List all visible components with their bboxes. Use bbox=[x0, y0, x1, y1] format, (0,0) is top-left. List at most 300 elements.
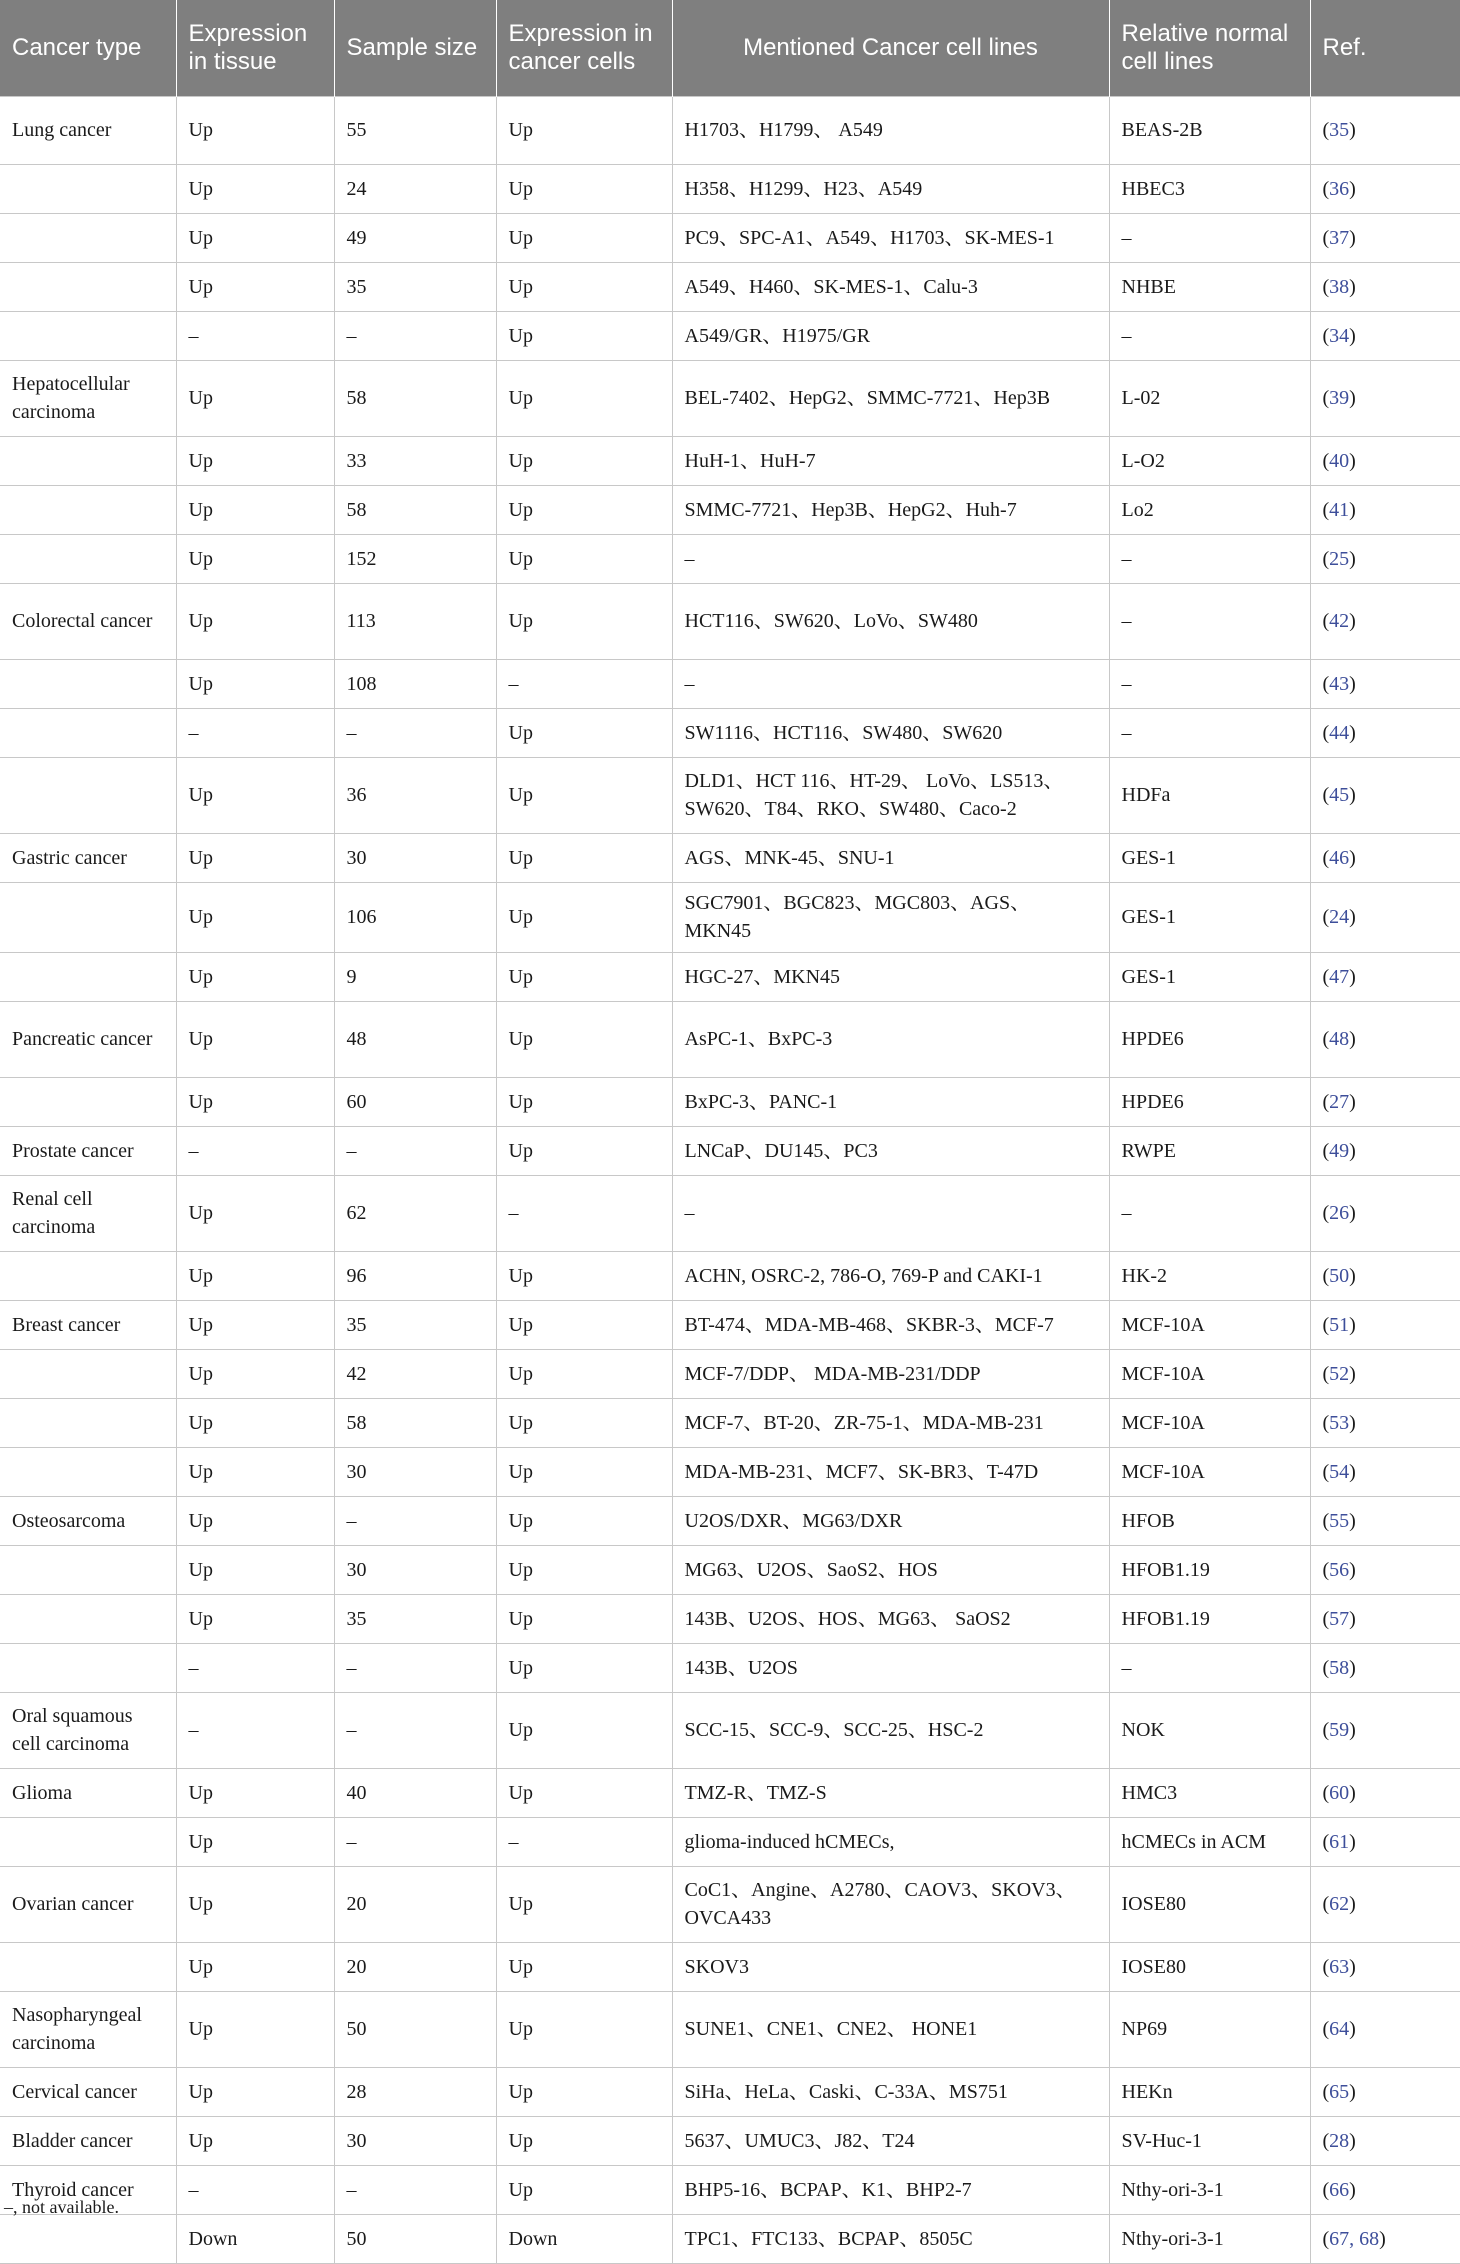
ref-link[interactable]: 24 bbox=[1329, 906, 1350, 928]
cell-lines-cell: 5637、UMUC3、J82、T24 bbox=[672, 2117, 1109, 2166]
cell-lines-cell: 143B、U2OS、HOS、MG63、 SaOS2 bbox=[672, 1595, 1109, 1644]
sample-size-cell: 36 bbox=[334, 758, 496, 834]
cell-expression-cell: Up bbox=[496, 953, 672, 1002]
cell-expression-cell: Up bbox=[496, 1546, 672, 1595]
ref-cell: (48) bbox=[1310, 1002, 1460, 1078]
normal-cell-lines-cell: HK-2 bbox=[1109, 1252, 1310, 1301]
cell-lines-cell: BT-474、MDA-MB-468、SKBR-3、MCF-7 bbox=[672, 1301, 1109, 1350]
cancer-type-cell: Oral squamous cell carcinoma bbox=[0, 1693, 176, 1769]
cancer-type-cell bbox=[0, 2215, 176, 2264]
normal-cell-lines-cell: HFOB1.19 bbox=[1109, 1546, 1310, 1595]
tissue-expression-cell: Up bbox=[176, 758, 334, 834]
cell-lines-cell: SGC7901、BGC823、MGC803、AGS、MKN45 bbox=[672, 883, 1109, 953]
sample-size-cell: – bbox=[334, 312, 496, 361]
sample-size-cell: 113 bbox=[334, 584, 496, 660]
cancer-type-cell bbox=[0, 1078, 176, 1127]
sample-size-cell: 35 bbox=[334, 1301, 496, 1350]
cell-expression-cell: Up bbox=[496, 584, 672, 660]
ref-cell: (24) bbox=[1310, 883, 1460, 953]
ref-cell: (66) bbox=[1310, 2166, 1460, 2215]
ref-link[interactable]: 59 bbox=[1329, 1719, 1350, 1741]
sample-size-cell: 96 bbox=[334, 1252, 496, 1301]
normal-cell-lines-cell: HMC3 bbox=[1109, 1769, 1310, 1818]
tissue-expression-cell: Up bbox=[176, 1546, 334, 1595]
cancer-type-cell bbox=[0, 1252, 176, 1301]
ref-link[interactable]: 36 bbox=[1329, 177, 1350, 200]
normal-cell-lines-cell: RWPE bbox=[1109, 1127, 1310, 1176]
table-row bbox=[0, 1252, 1460, 1301]
cell-lines-cell: SMMC-7721、Hep3B、HepG2、Huh-7 bbox=[672, 486, 1109, 535]
cell-lines-cell: U2OS/DXR、MG63/DXR bbox=[672, 1497, 1109, 1546]
ref-link[interactable]: 37 bbox=[1329, 226, 1350, 249]
ref-link[interactable]: 26 bbox=[1329, 1202, 1350, 1224]
cancer-type-cell: Renal cell carcinoma bbox=[0, 1176, 176, 1252]
tissue-expression-cell: Down bbox=[176, 2215, 334, 2264]
table-row bbox=[0, 953, 1460, 1002]
table-row bbox=[0, 1595, 1460, 1644]
normal-cell-lines-cell: HBEC3 bbox=[1109, 165, 1310, 214]
tissue-expression-cell: Up bbox=[176, 2068, 334, 2117]
cell-expression-cell: Up bbox=[496, 883, 672, 953]
cell-lines-cell: SW1116、HCT116、SW480、SW620 bbox=[672, 709, 1109, 758]
normal-cell-lines-cell: – bbox=[1109, 584, 1310, 660]
sample-size-cell: 35 bbox=[334, 263, 496, 312]
ref-link[interactable]: 52 bbox=[1329, 1362, 1350, 1385]
sample-size-cell: 20 bbox=[334, 1867, 496, 1943]
ref-cell: (36) bbox=[1310, 165, 1460, 214]
cell-expression-cell: Up bbox=[496, 437, 672, 486]
sample-size-cell: – bbox=[334, 1644, 496, 1693]
ref-link[interactable]: 41 bbox=[1329, 498, 1350, 521]
ref-cell: (25) bbox=[1310, 535, 1460, 584]
table-row bbox=[0, 361, 1460, 437]
sample-size-cell: 106 bbox=[334, 883, 496, 953]
tissue-expression-cell: Up bbox=[176, 1818, 334, 1867]
ref-cell: (44) bbox=[1310, 709, 1460, 758]
sample-size-cell: 33 bbox=[334, 437, 496, 486]
ref-link[interactable]: 42 bbox=[1329, 610, 1350, 632]
table-row bbox=[0, 1497, 1460, 1546]
ref-cell: (56) bbox=[1310, 1546, 1460, 1595]
ref-link[interactable]: 63 bbox=[1329, 1955, 1350, 1978]
ref-cell: (55) bbox=[1310, 1497, 1460, 1546]
ref-cell: (64) bbox=[1310, 1992, 1460, 2068]
ref-link[interactable]: 48 bbox=[1329, 1028, 1350, 1050]
ref-cell: (52) bbox=[1310, 1350, 1460, 1399]
cell-expression-cell: Up bbox=[496, 1078, 672, 1127]
cell-expression-cell: Up bbox=[496, 214, 672, 263]
tissue-expression-cell: Up bbox=[176, 1769, 334, 1818]
ref-cell: (61) bbox=[1310, 1818, 1460, 1867]
cell-lines-cell: SKOV3 bbox=[672, 1943, 1109, 1992]
ref-cell: (40) bbox=[1310, 437, 1460, 486]
ref-link[interactable]: 66 bbox=[1329, 2178, 1350, 2201]
header-expression-in-tissue: Expression in tissue bbox=[176, 0, 334, 97]
table-row bbox=[0, 709, 1460, 758]
tissue-expression-cell: Up bbox=[176, 1497, 334, 1546]
cell-lines-cell: A549/GR、H1975/GR bbox=[672, 312, 1109, 361]
normal-cell-lines-cell: – bbox=[1109, 535, 1310, 584]
cell-expression-cell: – bbox=[496, 1176, 672, 1252]
sample-size-cell: 9 bbox=[334, 953, 496, 1002]
tissue-expression-cell: – bbox=[176, 312, 334, 361]
ref-cell: (47) bbox=[1310, 953, 1460, 1002]
sample-size-cell: 28 bbox=[334, 2068, 496, 2117]
normal-cell-lines-cell: IOSE80 bbox=[1109, 1867, 1310, 1943]
normal-cell-lines-cell: HPDE6 bbox=[1109, 1078, 1310, 1127]
cancer-type-cell bbox=[0, 1595, 176, 1644]
cancer-type-cell bbox=[0, 1818, 176, 1867]
cell-expression-cell: Up bbox=[496, 1497, 672, 1546]
tissue-expression-cell: Up bbox=[176, 883, 334, 953]
ref-link[interactable]: 40 bbox=[1329, 449, 1350, 472]
sample-size-cell: 35 bbox=[334, 1595, 496, 1644]
tissue-expression-cell: Up bbox=[176, 486, 334, 535]
tissue-expression-cell: Up bbox=[176, 1350, 334, 1399]
normal-cell-lines-cell: – bbox=[1109, 1176, 1310, 1252]
cell-lines-cell: DLD1、HCT 116、HT-29、 LoVo、LS513、SW620、T84、RKO、SW480、Caco-2 bbox=[672, 758, 1109, 834]
ref-link[interactable]: 46 bbox=[1329, 846, 1350, 869]
tissue-expression-cell: Up bbox=[176, 1078, 334, 1127]
table-row bbox=[0, 1769, 1460, 1818]
cancer-type-cell: Hepatocellular carcinoma bbox=[0, 361, 176, 437]
tissue-expression-cell: Up bbox=[176, 97, 334, 165]
normal-cell-lines-cell: NHBE bbox=[1109, 263, 1310, 312]
cancer-type-cell bbox=[0, 437, 176, 486]
cell-lines-cell: MCF-7/DDP、 MDA-MB-231/DDP bbox=[672, 1350, 1109, 1399]
cell-lines-cell: MG63、U2OS、SaoS2、HOS bbox=[672, 1546, 1109, 1595]
ref-link[interactable]: 61 bbox=[1329, 1830, 1350, 1853]
cancer-type-cell: Gastric cancer bbox=[0, 834, 176, 883]
cell-expression-cell: Up bbox=[496, 535, 672, 584]
ref-link[interactable]: 35 bbox=[1329, 119, 1350, 141]
ref-cell: (60) bbox=[1310, 1769, 1460, 1818]
cell-expression-cell: Up bbox=[496, 1002, 672, 1078]
sample-size-cell: 50 bbox=[334, 2215, 496, 2264]
table-row bbox=[0, 2215, 1460, 2264]
tissue-expression-cell: Up bbox=[176, 1399, 334, 1448]
ref-link[interactable]: 47 bbox=[1329, 965, 1350, 988]
cancer-type-cell bbox=[0, 883, 176, 953]
ref-link[interactable]: 27 bbox=[1329, 1090, 1350, 1113]
cancer-type-cell: Cervical cancer bbox=[0, 2068, 176, 2117]
cancer-type-cell: Lung cancer bbox=[0, 97, 176, 165]
cell-lines-cell: – bbox=[672, 535, 1109, 584]
normal-cell-lines-cell: – bbox=[1109, 312, 1310, 361]
ref-cell: (58) bbox=[1310, 1644, 1460, 1693]
sample-size-cell: 30 bbox=[334, 1546, 496, 1595]
cell-lines-cell: PC9、SPC-A1、A549、H1703、SK-MES-1 bbox=[672, 214, 1109, 263]
ref-cell: (54) bbox=[1310, 1448, 1460, 1497]
cancer-type-cell bbox=[0, 312, 176, 361]
cancer-type-cell: Prostate cancer bbox=[0, 1127, 176, 1176]
cell-expression-cell: Up bbox=[496, 1943, 672, 1992]
cell-expression-cell: Up bbox=[496, 2117, 672, 2166]
ref-cell: (38) bbox=[1310, 263, 1460, 312]
header-ref: Ref. bbox=[1310, 0, 1460, 97]
ref-link[interactable]: 34 bbox=[1329, 324, 1350, 347]
normal-cell-lines-cell: L-O2 bbox=[1109, 437, 1310, 486]
table-row bbox=[0, 1448, 1460, 1497]
table-row bbox=[0, 486, 1460, 535]
tissue-expression-cell: Up bbox=[176, 660, 334, 709]
header-row bbox=[0, 0, 1460, 97]
ref-link[interactable]: 54 bbox=[1329, 1460, 1350, 1483]
ref-link[interactable]: 49 bbox=[1329, 1139, 1350, 1162]
cancer-type-cell: Ovarian cancer bbox=[0, 1867, 176, 1943]
cell-expression-cell: Up bbox=[496, 1693, 672, 1769]
sample-size-cell: 49 bbox=[334, 214, 496, 263]
table-row bbox=[0, 883, 1460, 953]
cell-expression-cell: Up bbox=[496, 2166, 672, 2215]
tissue-expression-cell: Up bbox=[176, 1176, 334, 1252]
cancer-type-cell: Pancreatic cancer bbox=[0, 1002, 176, 1078]
table-row bbox=[0, 312, 1460, 361]
sample-size-cell: 30 bbox=[334, 2117, 496, 2166]
ref-link[interactable]: 58 bbox=[1329, 1656, 1350, 1679]
cancer-type-cell: Colorectal cancer bbox=[0, 584, 176, 660]
cell-lines-cell: BHP5-16、BCPAP、K1、BHP2-7 bbox=[672, 2166, 1109, 2215]
cell-lines-cell: LNCaP、DU145、PC3 bbox=[672, 1127, 1109, 1176]
sample-size-cell: 20 bbox=[334, 1943, 496, 1992]
table-row bbox=[0, 1127, 1460, 1176]
cell-expression-cell: Up bbox=[496, 709, 672, 758]
cancer-type-cell bbox=[0, 1399, 176, 1448]
cancer-type-cell: Bladder cancer bbox=[0, 2117, 176, 2166]
ref-cell: (41) bbox=[1310, 486, 1460, 535]
ref-cell: (42) bbox=[1310, 584, 1460, 660]
table-row bbox=[0, 584, 1460, 660]
ref-link[interactable]: 56 bbox=[1329, 1558, 1350, 1581]
table-row bbox=[0, 660, 1460, 709]
normal-cell-lines-cell: IOSE80 bbox=[1109, 1943, 1310, 1992]
cell-lines-cell: – bbox=[672, 1176, 1109, 1252]
ref-cell: (35) bbox=[1310, 97, 1460, 165]
sample-size-cell: 30 bbox=[334, 834, 496, 883]
normal-cell-lines-cell: hCMECs in ACM bbox=[1109, 1818, 1310, 1867]
sample-size-cell: 58 bbox=[334, 361, 496, 437]
ref-link[interactable]: 39 bbox=[1329, 387, 1350, 409]
cancer-type-cell bbox=[0, 709, 176, 758]
cell-lines-cell: glioma-induced hCMECs, bbox=[672, 1818, 1109, 1867]
ref-link[interactable]: 44 bbox=[1329, 721, 1350, 744]
normal-cell-lines-cell: HDFa bbox=[1109, 758, 1310, 834]
sample-size-cell: 58 bbox=[334, 486, 496, 535]
tissue-expression-cell: Up bbox=[176, 1002, 334, 1078]
tissue-expression-cell: Up bbox=[176, 1867, 334, 1943]
normal-cell-lines-cell: GES-1 bbox=[1109, 883, 1310, 953]
tissue-expression-cell: Up bbox=[176, 1252, 334, 1301]
sample-size-cell: – bbox=[334, 1127, 496, 1176]
ref-link[interactable]: 50 bbox=[1329, 1264, 1350, 1287]
normal-cell-lines-cell: – bbox=[1109, 660, 1310, 709]
cell-lines-cell: BEL-7402、HepG2、SMMC-7721、Hep3B bbox=[672, 361, 1109, 437]
normal-cell-lines-cell: MCF-10A bbox=[1109, 1301, 1310, 1350]
cell-expression-cell: Up bbox=[496, 2068, 672, 2117]
normal-cell-lines-cell: Nthy-ori-3-1 bbox=[1109, 2166, 1310, 2215]
tissue-expression-cell: – bbox=[176, 1693, 334, 1769]
ref-cell: (46) bbox=[1310, 834, 1460, 883]
cancer-type-cell bbox=[0, 486, 176, 535]
normal-cell-lines-cell: MCF-10A bbox=[1109, 1350, 1310, 1399]
ref-cell: (59) bbox=[1310, 1693, 1460, 1769]
normal-cell-lines-cell: GES-1 bbox=[1109, 953, 1310, 1002]
ref-link[interactable]: 38 bbox=[1329, 275, 1350, 298]
normal-cell-lines-cell: HPDE6 bbox=[1109, 1002, 1310, 1078]
cell-lines-cell: SCC-15、SCC-9、SCC-25、HSC-2 bbox=[672, 1693, 1109, 1769]
tissue-expression-cell: Up bbox=[176, 2117, 334, 2166]
cancer-type-cell: Osteosarcoma bbox=[0, 1497, 176, 1546]
table-row bbox=[0, 1399, 1460, 1448]
normal-cell-lines-cell: HFOB1.19 bbox=[1109, 1595, 1310, 1644]
cancer-type-cell: Nasopharyngeal carcinoma bbox=[0, 1992, 176, 2068]
cell-lines-cell: 143B、U2OS bbox=[672, 1644, 1109, 1693]
cancer-type-cell bbox=[0, 953, 176, 1002]
cancer-type-cell bbox=[0, 1546, 176, 1595]
normal-cell-lines-cell: – bbox=[1109, 1644, 1310, 1693]
cell-expression-cell: Up bbox=[496, 1769, 672, 1818]
table-row bbox=[0, 1644, 1460, 1693]
header-expression-in-cancer-cells: Expression in cancer cells bbox=[496, 0, 672, 97]
cell-expression-cell: Up bbox=[496, 263, 672, 312]
table-row bbox=[0, 1176, 1460, 1252]
cell-expression-cell: Up bbox=[496, 1127, 672, 1176]
ref-cell: (28) bbox=[1310, 2117, 1460, 2166]
ref-cell: (45) bbox=[1310, 758, 1460, 834]
normal-cell-lines-cell: Lo2 bbox=[1109, 486, 1310, 535]
table-row bbox=[0, 1078, 1460, 1127]
normal-cell-lines-cell: GES-1 bbox=[1109, 834, 1310, 883]
ref-link[interactable]: 45 bbox=[1329, 784, 1350, 806]
cancer-type-cell: Glioma bbox=[0, 1769, 176, 1818]
cancer-type-cell bbox=[0, 758, 176, 834]
normal-cell-lines-cell: NP69 bbox=[1109, 1992, 1310, 2068]
cell-lines-cell: CoC1、Angine、A2780、CAOV3、SKOV3、OVCA433 bbox=[672, 1867, 1109, 1943]
table-row bbox=[0, 535, 1460, 584]
cancer-type-cell bbox=[0, 535, 176, 584]
cell-expression-cell: Up bbox=[496, 97, 672, 165]
cancer-type-cell bbox=[0, 1350, 176, 1399]
sample-size-cell: 55 bbox=[334, 97, 496, 165]
sample-size-cell: 152 bbox=[334, 535, 496, 584]
cell-expression-cell: – bbox=[496, 1818, 672, 1867]
cell-lines-cell: HGC-27、MKN45 bbox=[672, 953, 1109, 1002]
table-row bbox=[0, 1818, 1460, 1867]
sample-size-cell: – bbox=[334, 1693, 496, 1769]
tissue-expression-cell: Up bbox=[176, 361, 334, 437]
cancer-type-cell bbox=[0, 660, 176, 709]
cell-expression-cell: Up bbox=[496, 1350, 672, 1399]
ref-link[interactable]: 53 bbox=[1329, 1411, 1350, 1434]
normal-cell-lines-cell: BEAS-2B bbox=[1109, 97, 1310, 165]
cancer-type-cell bbox=[0, 1448, 176, 1497]
cancer-type-cell: Breast cancer bbox=[0, 1301, 176, 1350]
ref-link[interactable]: 28 bbox=[1329, 2129, 1350, 2152]
header-cell-lines: Mentioned Cancer cell lines bbox=[672, 0, 1109, 97]
tissue-expression-cell: – bbox=[176, 2166, 334, 2215]
tissue-expression-cell: Up bbox=[176, 214, 334, 263]
ref-link[interactable]: 57 bbox=[1329, 1607, 1350, 1630]
normal-cell-lines-cell: NOK bbox=[1109, 1693, 1310, 1769]
cell-lines-cell: HCT116、SW620、LoVo、SW480 bbox=[672, 584, 1109, 660]
cell-lines-cell: SUNE1、CNE1、CNE2、 HONE1 bbox=[672, 1992, 1109, 2068]
cell-expression-cell: Down bbox=[496, 2215, 672, 2264]
tissue-expression-cell: Up bbox=[176, 165, 334, 214]
cell-lines-cell: MCF-7、BT-20、ZR-75-1、MDA-MB-231 bbox=[672, 1399, 1109, 1448]
tissue-expression-cell: Up bbox=[176, 263, 334, 312]
ref-link[interactable]: 64 bbox=[1329, 2018, 1350, 2040]
ref-cell: (49) bbox=[1310, 1127, 1460, 1176]
cell-expression-cell: Up bbox=[496, 486, 672, 535]
table-row bbox=[0, 1301, 1460, 1350]
table-row bbox=[0, 1693, 1460, 1769]
cell-expression-cell: Up bbox=[496, 1301, 672, 1350]
cell-expression-cell: Up bbox=[496, 1399, 672, 1448]
cell-expression-cell: Up bbox=[496, 312, 672, 361]
ref-cell: (34) bbox=[1310, 312, 1460, 361]
normal-cell-lines-cell: – bbox=[1109, 709, 1310, 758]
ref-link[interactable]: 43 bbox=[1329, 672, 1350, 695]
cell-lines-cell: MDA-MB-231、MCF7、SK-BR3、T-47D bbox=[672, 1448, 1109, 1497]
header-cancer-type: Cancer type bbox=[0, 0, 176, 97]
table-row bbox=[0, 834, 1460, 883]
ref-link[interactable]: 25 bbox=[1329, 547, 1350, 570]
normal-cell-lines-cell: SV-Huc-1 bbox=[1109, 2117, 1310, 2166]
ref-link[interactable]: 55 bbox=[1329, 1509, 1350, 1532]
tissue-expression-cell: Up bbox=[176, 1943, 334, 1992]
table-row bbox=[0, 2117, 1460, 2166]
table-row bbox=[0, 437, 1460, 486]
header-sample-size: Sample size bbox=[334, 0, 496, 97]
ref-cell: (43) bbox=[1310, 660, 1460, 709]
normal-cell-lines-cell: HEKn bbox=[1109, 2068, 1310, 2117]
tissue-expression-cell: Up bbox=[176, 1992, 334, 2068]
ref-cell: (53) bbox=[1310, 1399, 1460, 1448]
sample-size-cell: 50 bbox=[334, 1992, 496, 2068]
ref-cell: (26) bbox=[1310, 1176, 1460, 1252]
sample-size-cell: 108 bbox=[334, 660, 496, 709]
ref-link[interactable]: 60 bbox=[1329, 1781, 1350, 1804]
ref-link[interactable]: 67, 68 bbox=[1329, 2227, 1380, 2250]
ref-cell: (37) bbox=[1310, 214, 1460, 263]
table-row bbox=[0, 2166, 1460, 2215]
tissue-expression-cell: Up bbox=[176, 953, 334, 1002]
ref-link[interactable]: 51 bbox=[1329, 1313, 1350, 1336]
sample-size-cell: 48 bbox=[334, 1002, 496, 1078]
normal-cell-lines-cell: Nthy-ori-3-1 bbox=[1109, 2215, 1310, 2264]
sample-size-cell: 58 bbox=[334, 1399, 496, 1448]
ref-cell: (65) bbox=[1310, 2068, 1460, 2117]
tissue-expression-cell: Up bbox=[176, 1448, 334, 1497]
ref-cell: (67, 68) bbox=[1310, 2215, 1460, 2264]
ref-link[interactable]: 65 bbox=[1329, 2080, 1350, 2103]
tissue-expression-cell: Up bbox=[176, 834, 334, 883]
table-row bbox=[0, 1992, 1460, 2068]
table-row bbox=[0, 1002, 1460, 1078]
footnote: –, not available. bbox=[4, 2197, 119, 2217]
cancer-type-cell bbox=[0, 214, 176, 263]
normal-cell-lines-cell: MCF-10A bbox=[1109, 1399, 1310, 1448]
ref-link[interactable]: 62 bbox=[1329, 1893, 1350, 1915]
sample-size-cell: – bbox=[334, 2166, 496, 2215]
cell-lines-cell: TPC1、FTC133、BCPAP、8505C bbox=[672, 2215, 1109, 2264]
cancer-type-cell bbox=[0, 263, 176, 312]
cell-lines-cell: BxPC-3、PANC-1 bbox=[672, 1078, 1109, 1127]
ref-cell: (51) bbox=[1310, 1301, 1460, 1350]
tissue-expression-cell: – bbox=[176, 1127, 334, 1176]
cell-lines-cell: AsPC-1、BxPC-3 bbox=[672, 1002, 1109, 1078]
normal-cell-lines-cell: HFOB bbox=[1109, 1497, 1310, 1546]
